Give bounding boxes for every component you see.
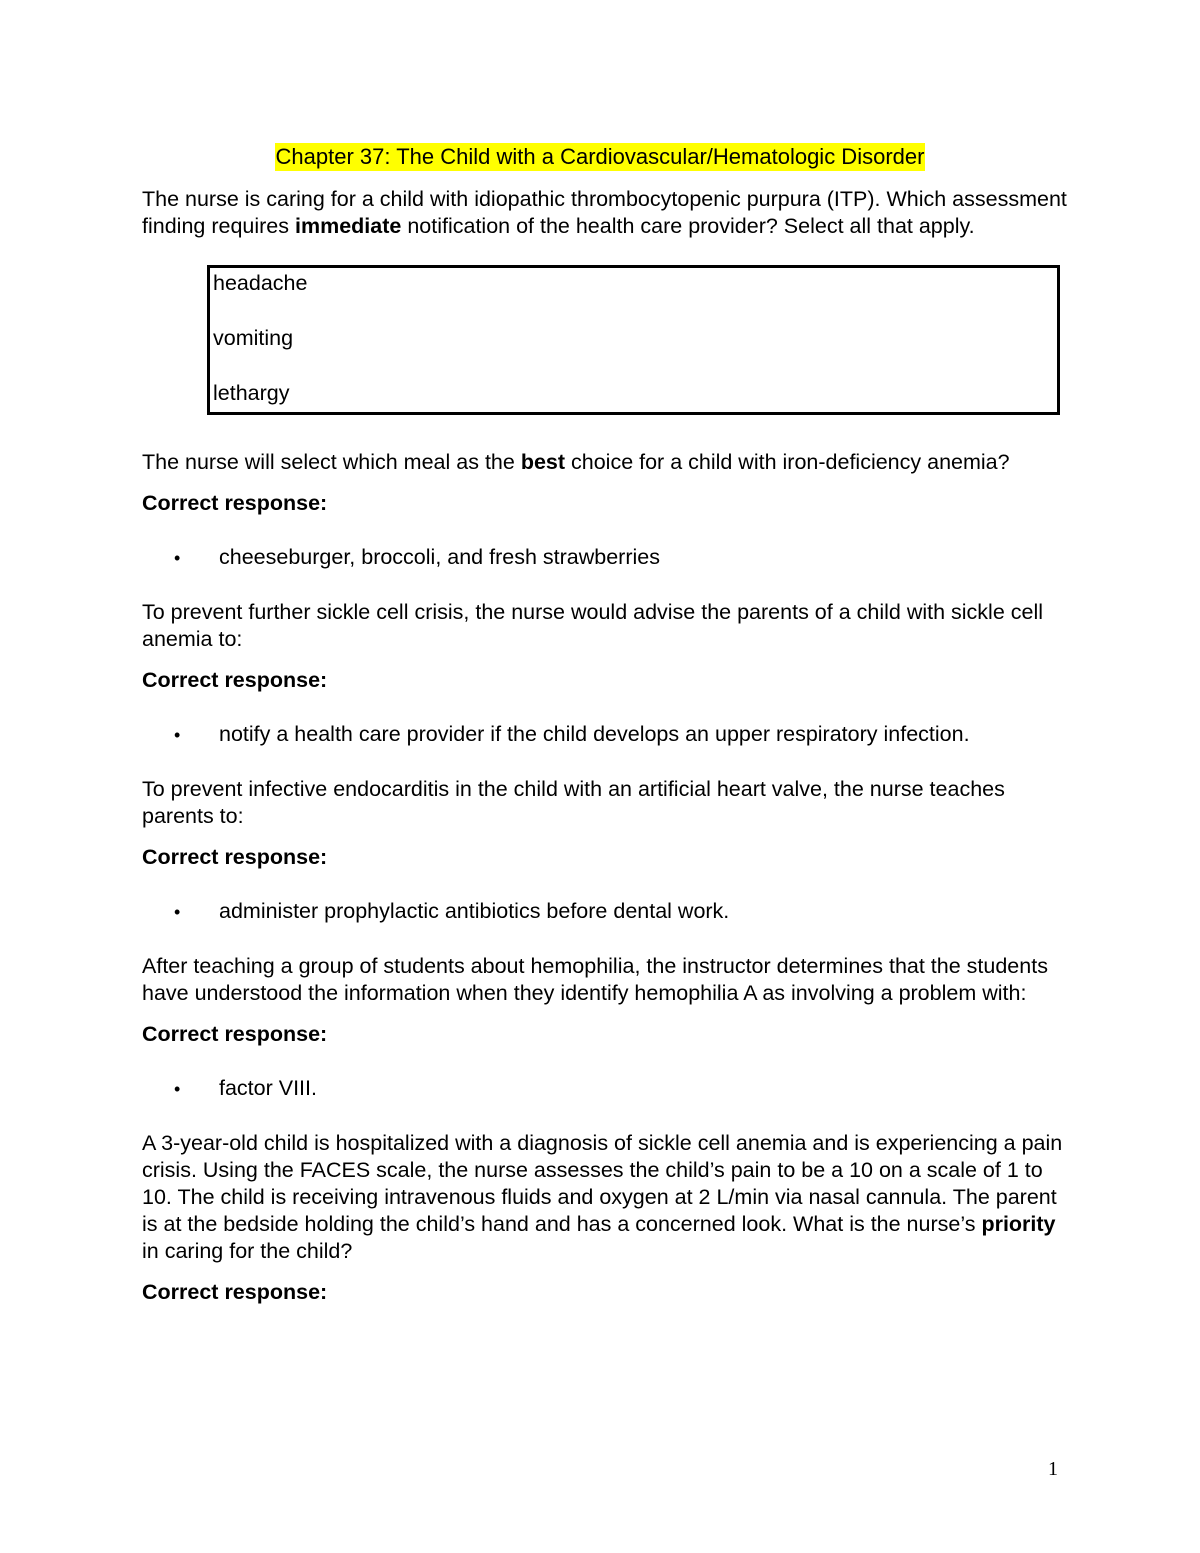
bullet-icon: • — [174, 725, 181, 745]
answer-bullet — [142, 544, 1072, 572]
answer-options-box — [207, 265, 1060, 415]
answer-text: cheeseburger, broccoli, and fresh strawberries — [219, 545, 660, 569]
question-5: After teaching a group of students about hemophilia, the instructor determines that the students have understood the information when they identify hemophilia A as involving a problem with: — [142, 954, 1048, 1005]
emphasis-best: best — [520, 450, 566, 474]
option-lethargy: lethargy — [213, 381, 290, 405]
correct-response-label: Correct response: — [142, 845, 328, 869]
answer-bullet — [142, 1075, 1072, 1103]
page-number: 1 — [1048, 1458, 1058, 1480]
option-vomiting: vomiting — [213, 326, 294, 350]
bullet-icon: • — [174, 902, 181, 922]
question-2: The nurse will select which meal as the best choice for a child with iron-deficiency anemia? — [142, 450, 1010, 474]
answer-text: notify a health care provider if the child develops an upper respiratory infection. — [219, 722, 970, 746]
chapter-title: Chapter 37: The Child with a Cardiovascular/Hematologic Disorder — [275, 144, 925, 169]
emphasis-priority: priority — [981, 1212, 1056, 1236]
correct-response-label: Correct response: — [142, 668, 328, 692]
emphasis-immediate: immediate — [294, 214, 402, 238]
option-headache: headache — [213, 271, 308, 295]
answer-text: factor VIII. — [219, 1076, 317, 1100]
title-container — [0, 143, 1200, 171]
question-4: To prevent infective endocarditis in the child with an artificial heart valve, the nurse teaches parents to: — [142, 777, 1005, 828]
answer-text: administer prophylactic antibiotics before dental work. — [219, 899, 730, 923]
correct-response-label: Correct response: — [142, 1022, 328, 1046]
bullet-icon: • — [174, 548, 181, 568]
correct-response-label: Correct response: — [142, 1280, 328, 1304]
bullet-icon: • — [174, 1079, 181, 1099]
correct-response-label: Correct response: — [142, 491, 328, 515]
question-3: To prevent further sickle cell crisis, the nurse would advise the parents of a child with sickle cell anemia to: — [142, 600, 1044, 651]
question-6: A 3-year-old child is hospitalized with a diagnosis of sickle cell anemia and is experiencing a pain crisis. Using the FACES scale, the nurse assesses the child’s pain to be a 10 on a scale of 1 to 10. The child is receiving intravenous fluids and oxygen at 2 L/min via nasal cannula. The parent is at the bedside holding the child’s hand and has a concerned look. What is the nurse’s priority in caring for the child? — [142, 1131, 1063, 1263]
document-body — [142, 186, 1072, 1333]
answer-bullet — [142, 898, 1072, 926]
question-1: The nurse is caring for a child with idiopathic thrombocytopenic purpura (ITP). Which assessment finding requires immediate notification of the health care provider? Select all that apply. — [142, 187, 1067, 238]
answer-bullet — [142, 721, 1072, 749]
